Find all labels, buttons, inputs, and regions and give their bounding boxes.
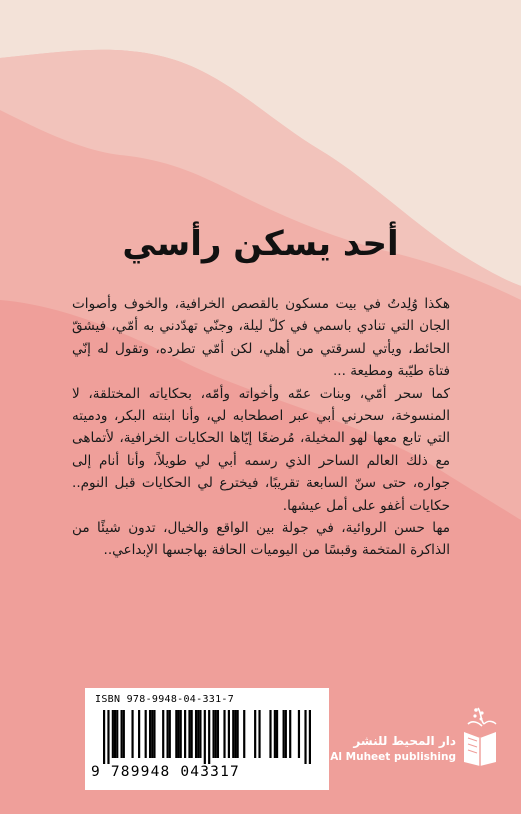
isbn-barcode-panel [85,688,329,790]
barcode-bar [188,710,190,758]
barcode-bar [234,710,236,758]
barcode-bar [215,710,217,758]
barcode-bar [112,710,114,758]
barcode-bar [254,710,256,758]
barcode-bar [151,710,153,758]
barcode-bar [184,710,186,758]
blurb-paragraph-3: مها حسن الروائية، في جولة بين الواقع والخيال، تدون شيئًا من الذاكرة المتخمة وقبسًا من اليوميات الحافة بهاجسها الإبداعي.. [72,520,450,559]
barcode-bar [212,710,214,758]
barcode-bar [180,710,182,758]
publisher-block [330,706,500,766]
publisher-logo-icon [460,706,500,766]
barcode-bar [169,710,171,758]
barcode-bar [217,710,219,758]
barcode-bar [283,710,285,758]
barcode-bar [232,710,234,758]
barcode-bar [195,710,197,758]
barcode-bar [197,710,199,758]
publisher-name-arabic: دار المحيط للنشر [353,734,456,748]
barcode-bar [289,710,291,758]
barcode-bar [199,710,201,758]
barcode-bar [123,710,125,758]
barcode-bar [285,710,287,758]
barcode-bar [309,710,311,764]
barcode-number: 9 789948 043317 [91,764,240,780]
blurb-paragraph-2: كما سحر أمّي، وبنات عمّه وأخواته وأمّه، بحكاياته المختلقة، لا المنسوخة، سحرني أبي عبر اصطحابه لي، وأنا ابنته البكر، ودميته التي تابع معها لهو المخيلة، مُرضعًا إيّاها الحكايات الخرافية، لأتماهى مع ذلك العالم الساحر الذي رسمه أبي لي طويلاً، وأنا أنام إلى جواره، حتى سنّ السابعة تقريبًا، فيخترع لي الحكايات قبل النوم.. حكايات أغفو على أمل عيشها. [72,385,450,514]
barcode-bar [121,710,123,758]
barcode-bar [131,710,133,758]
barcode-bar [191,710,193,758]
barcode-bar [166,710,168,758]
barcode-bar [274,710,276,758]
barcode-bar [138,710,140,758]
barcode-bar [162,710,164,758]
barcode-bar [103,710,105,764]
barcode-bar [107,710,109,764]
barcode-bar [243,710,245,758]
barcode-bar [114,710,116,758]
barcode-bar [153,710,155,758]
barcode-bar [276,710,278,758]
barcode-bar [208,710,210,764]
barcode-bar [145,710,147,758]
barcode-bar [149,710,151,758]
barcode-bar [269,710,271,758]
barcode-bar [204,710,206,764]
book-title: أحد يسكن رأسي [122,224,399,264]
isbn-label: ISBN 978-9948-04-331-7 [95,694,235,705]
barcode-bar [258,710,260,758]
barcode-bar [116,710,118,758]
barcode-bar [175,710,177,758]
barcode-bar [237,710,239,758]
back-cover-blurb [72,293,450,562]
blurb-paragraph-1: هكذا وُلِدتُ في بيت مسكون بالقصص الخرافية، والخوف وأصوات الجان التي تنادي باسمي في كلّ ليلة، وجنّي تهدّدني به أمّي، فيشقّ الحائط، ويأتي لسرقتي من أهلي، لكن أمّي تطرده، وتقول له إنّي فتاة طيّبة ومطيعة ... [72,296,450,380]
barcode-bar [304,710,306,764]
publisher-name-english: Al Muheet publishing [330,751,456,763]
barcode-bar [298,710,300,758]
barcode-bars [103,710,311,764]
barcode-bar [177,710,179,758]
barcode-bar [228,710,230,758]
barcode-bar [223,710,225,758]
